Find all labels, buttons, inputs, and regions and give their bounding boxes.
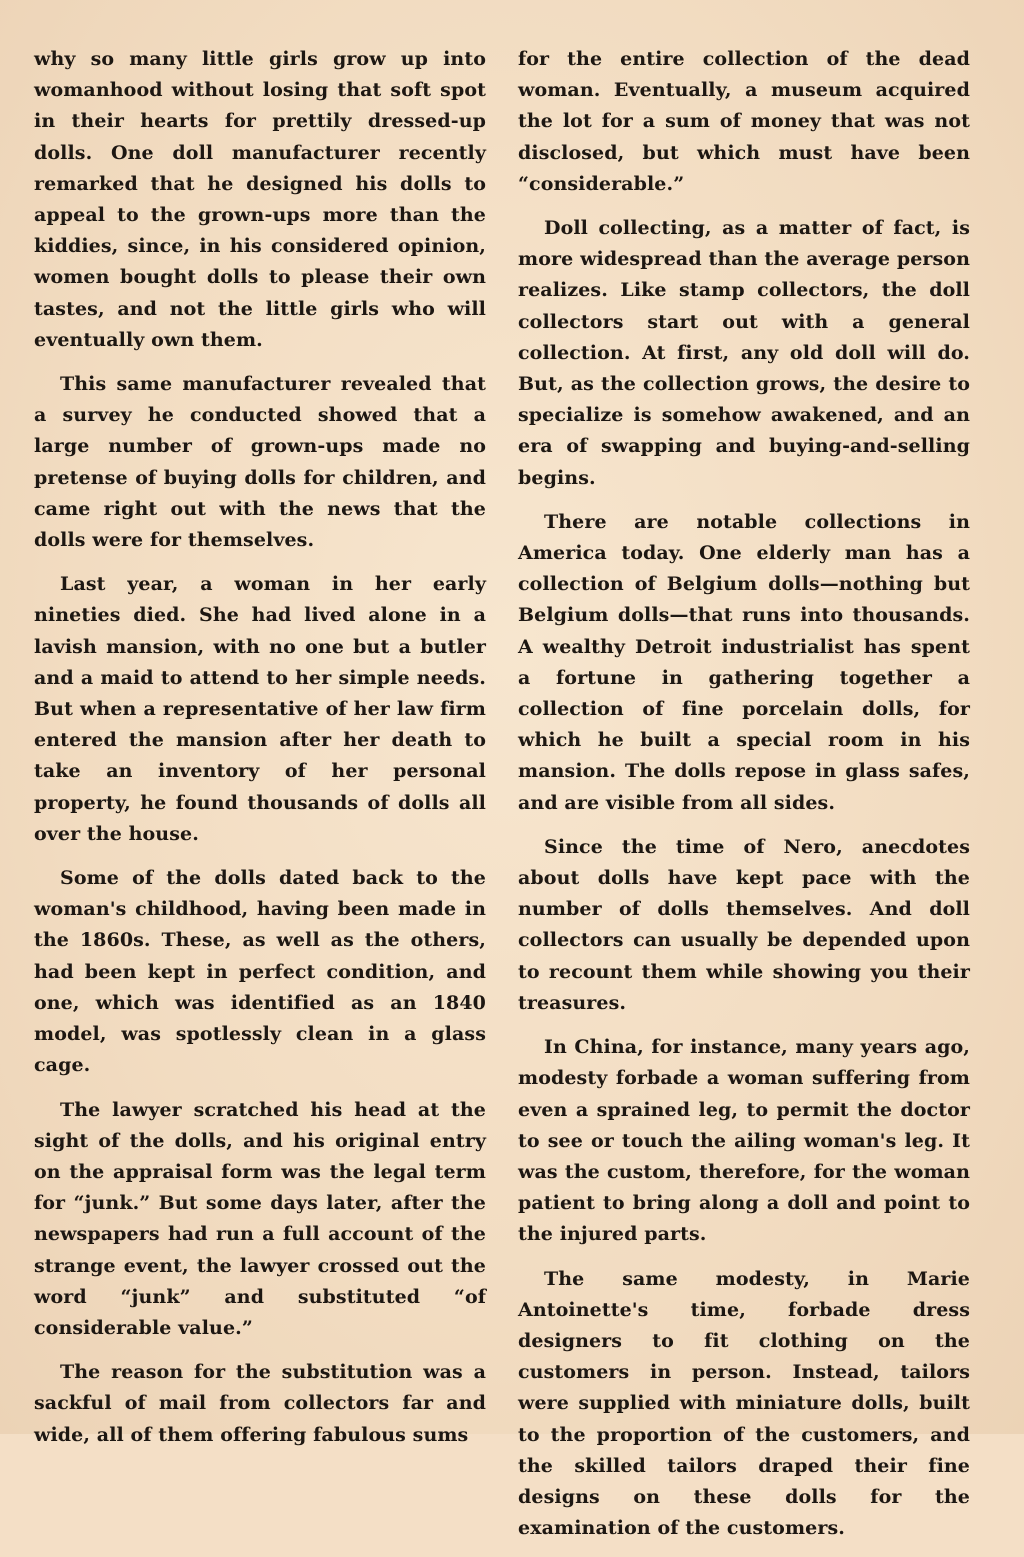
right-text-column [518,44,970,1557]
paragraph: Some of the dolls dated back to the woman's childhood, having been made in the 1860s. These, as well as the others, had been kept in perfect condition, and one, which was identified as an 1840 model, was spotlessly clean in a glass cage. [34,867,486,1077]
paragraph: The lawyer scratched his head at the sight of the dolls, and his original entry on the appraisal form was the legal term for “junk.” But some days later, after the newspapers had run a full account of the strange event, the lawyer crossed out the word “junk” and substituted “of considerable value.” [34,1098,486,1339]
paragraph: why so many little girls grow up into womanhood without losing that soft spot in their hearts for prettily dressed-up dolls. One doll manufacturer recently remarked that he designed his dolls to appeal to the grown-ups more than the kiddies, since, in his considered opinion, women bought dolls to please their own tastes, and not the little girls who will eventually own them. [34,48,486,351]
paragraph: In China, for instance, many years ago, modesty forbade a woman suffering from even a sprained leg, to permit the doctor to see or touch the ailing woman's leg. It was the custom, therefore, for the woman patient to bring along a doll and point to the injured parts. [518,1036,970,1246]
paragraph: Since the time of Nero, anecdotes about dolls have kept pace with the number of dolls themselves. And doll collectors can usually be depended upon to recount them while showing you their treasures. [518,835,970,1014]
paragraph: This same manufacturer revealed that a survey he conducted showed that a large number of grown-ups made no pretense of buying dolls for children, and came right out with the news that the dolls were for themselves. [34,373,486,552]
paragraph: There are notable collections in America today. One elderly man has a collection of Belgium dolls—nothing but Belgium dolls—that runs into thousands. A wealthy Detroit industrialist has spent a fortune in gathering together a collection of fine porcelain dolls, for which he built a special room in his mansion. The dolls repose in glass safes, and are visible from all sides. [518,510,970,814]
paragraph: The reason for the substitution was a sackful of mail from collectors far and wide, all of them offering fabulous sums [34,1361,486,1446]
paragraph: The same modesty, in Marie Antoinette's time, forbade dress designers to fit clothing on the customers in person. Instead, tailors were supplied with miniature dolls, built to the proportion of the customers, and the skilled tailors draped their fine designs on these dolls for the examination of the customers. [518,1267,970,1540]
paragraph: Doll collecting, as a matter of fact, is more widespread than the average person realizes. Like stamp collectors, the doll collectors start out with a general collection. At first, any old doll will do. But, as the collection grows, the desire to specialize is somehow awakened, and an era of swapping and buying-and-selling begins. [518,217,970,489]
left-text-column [34,44,486,1464]
paragraph: Last year, a woman in her early nineties died. She had lived alone in a lavish mansion, with no one but a butler and a maid to attend to her simple needs. But when a representative of her law firm entered the mansion after her death to take an inventory of her personal property, he found thousands of dolls all over the house. [34,573,486,845]
paragraph: for the entire collection of the dead woman. Eventually, a museum acquired the lot for a sum of money that was not disclosed, but which must have been “considerable.” [518,48,970,195]
